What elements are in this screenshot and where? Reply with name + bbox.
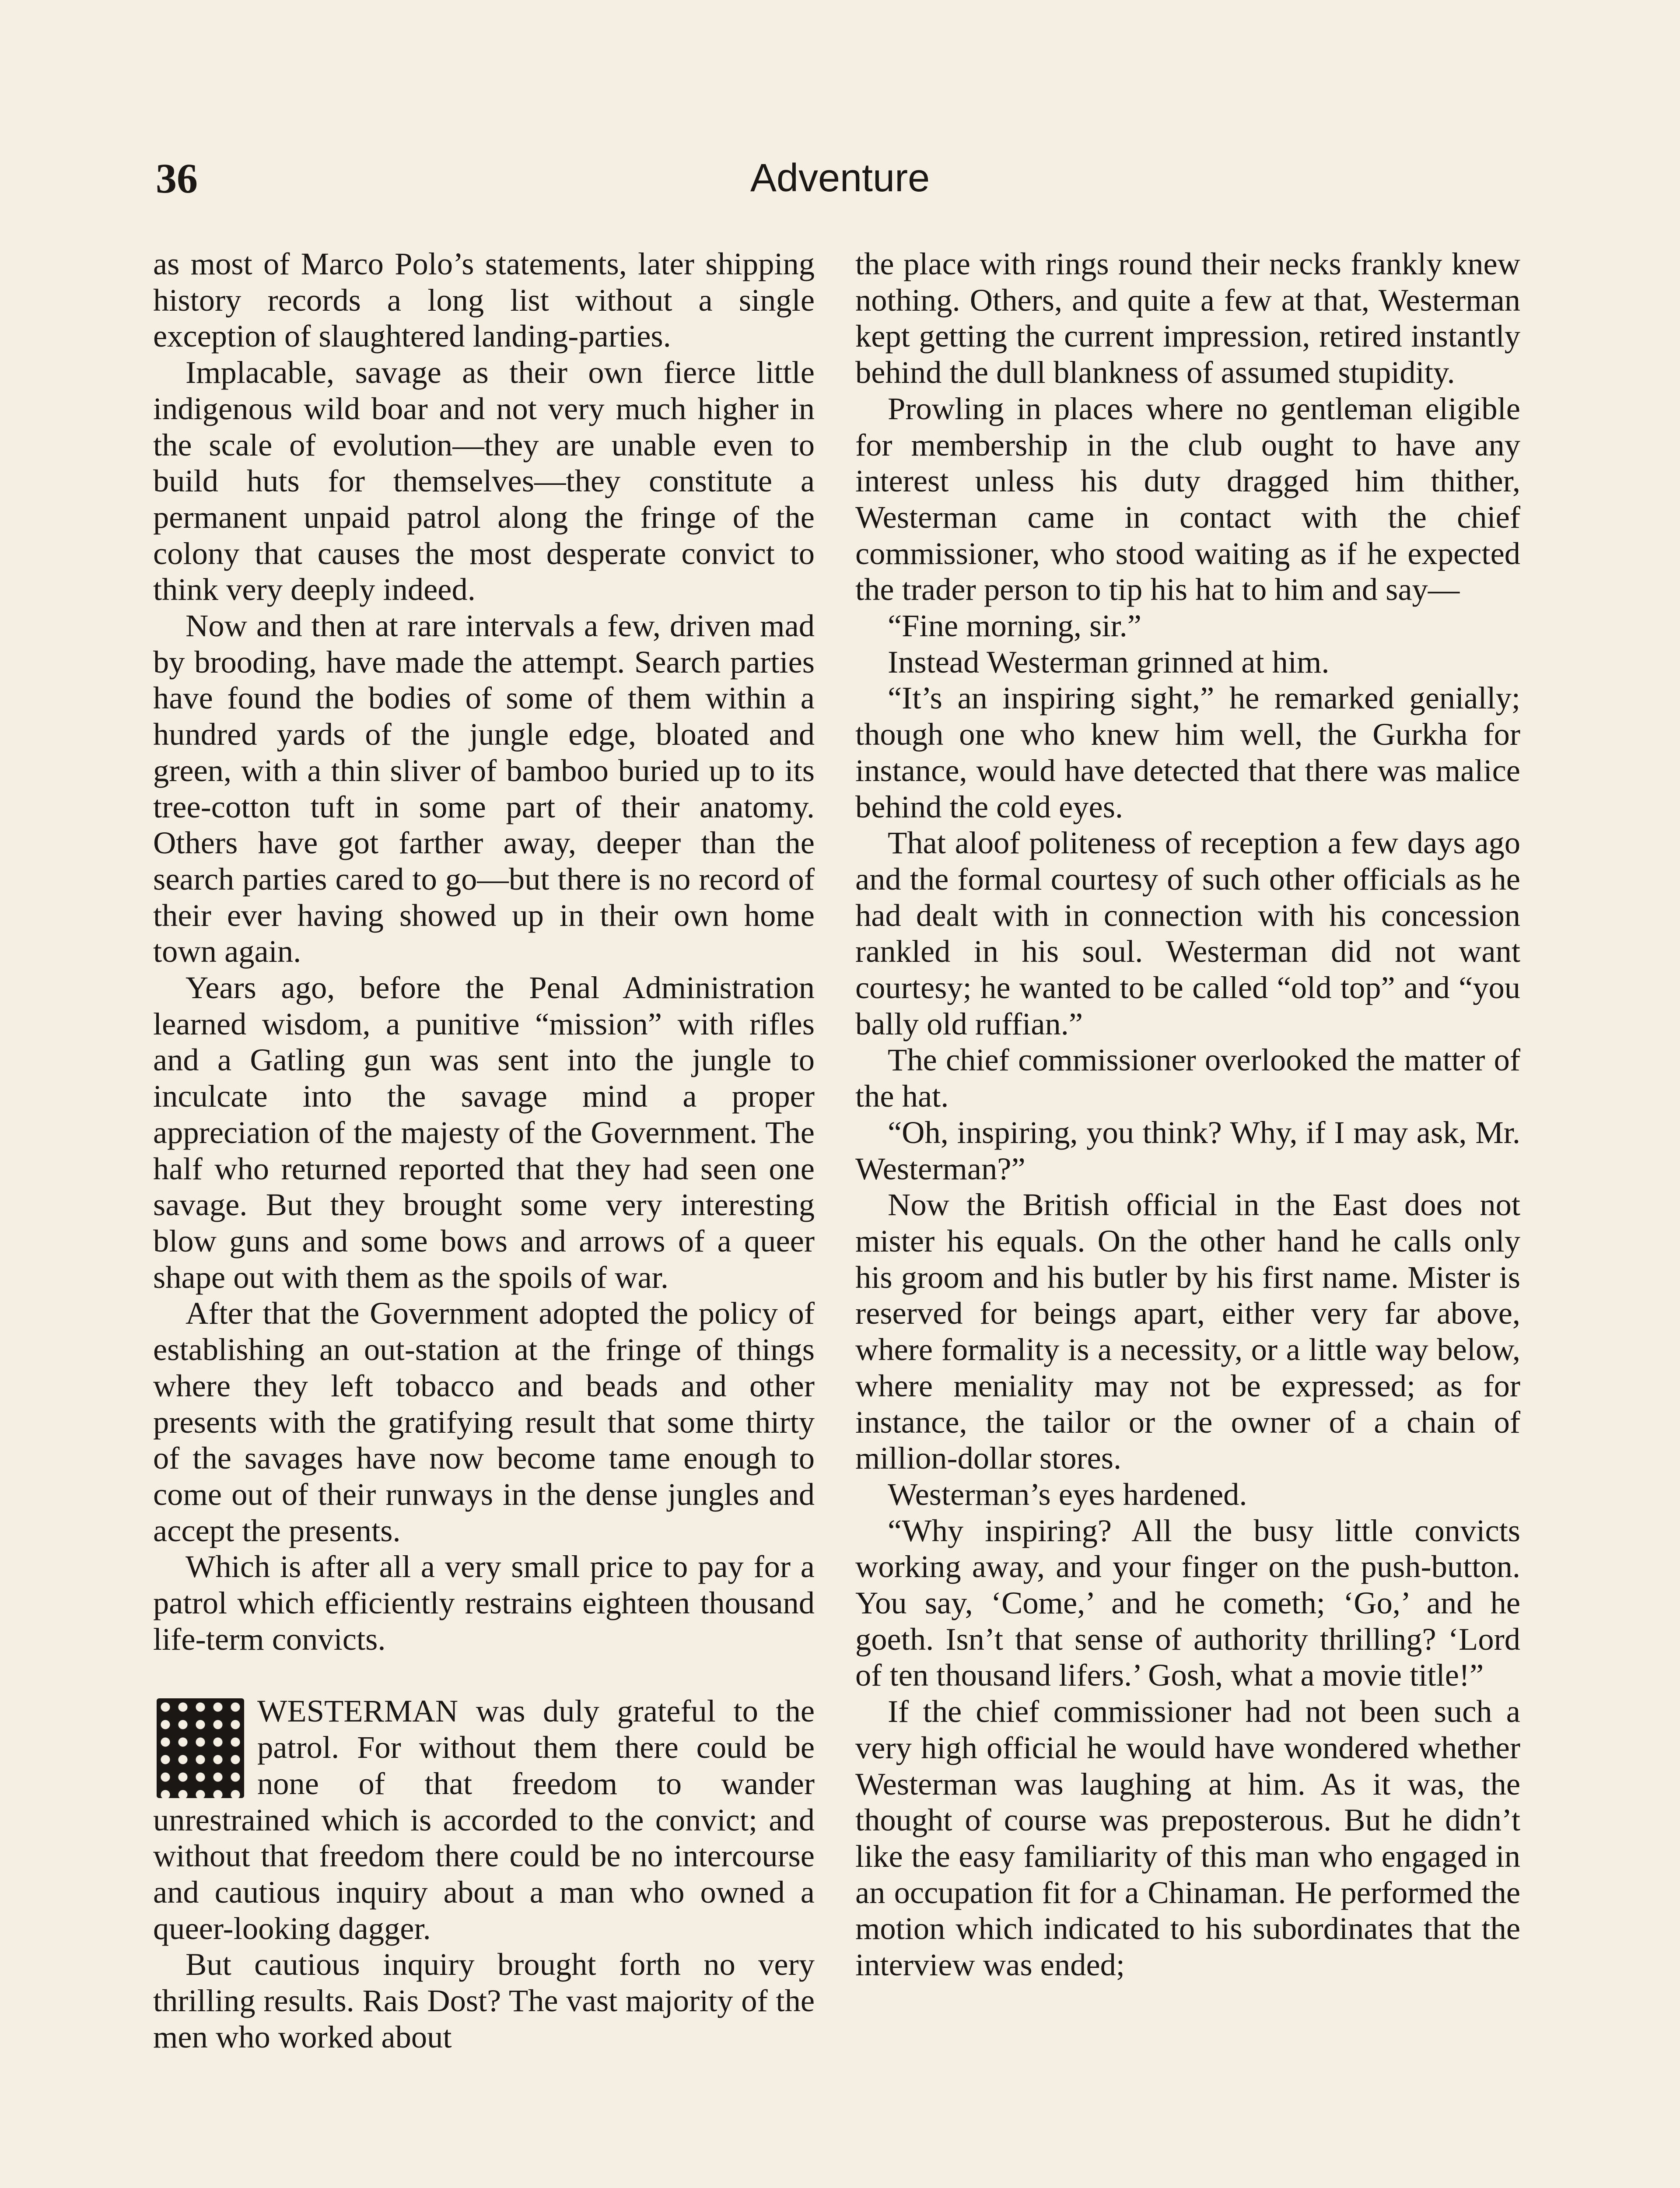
section-opening-paragraph <box>153 1693 815 1946</box>
paragraph: That aloof politeness of reception a few days ago and the formal courtesy of such other officials as he had dealt with in connection with his concession rankled in his soul. Westerman did not want courtesy; he wanted to be called “old top” and “you bally old ruffian.” <box>855 825 1520 1041</box>
paragraph: If the chief commissioner had not been such a very high official he would have wondered whether Westerman was laughing at him. As it was, the thought of course was preposterous. But he didn’t like the easy familiarity of this man who engaged in an occupation fit for a Chinaman. He performed the motion which indicated to his subordinates that the interview was ended; <box>855 1694 1520 1983</box>
paragraph: But cautious inquiry brought forth no very thrilling results. Rais Dost? The vast majority of the men who worked about <box>153 1946 815 2055</box>
paragraph: Now the British official in the East does not mister his equals. On the other hand he calls only his groom and his butler by his first name. Mister is reserved for beings apart, either very far above, where formality is a necessity, or a little way below, where meniality may not be expressed; as for instance, the tailor or the owner of a chain of million-dollar stores. <box>855 1187 1520 1476</box>
paragraph: “Why inspiring? All the busy little convicts working away, and your finger on the push-button. You say, ‘Come,’ and he cometh; ‘Go,’ and he goeth. Isn’t that sense of authority thrilling? ‘Lord of ten thousand lifers.’ Gosh, what a movie title!” <box>855 1512 1520 1693</box>
paragraph: “Fine morning, sir.” <box>888 608 1141 644</box>
paragraph: Years ago, before the Penal Administration learned wisdom, a punitive “mission” with rifles and a Gatling gun was sent into the jungle to inculcate into the savage mind a proper appreciation of the majesty of the Government. The half who returned reported that they had seen one savage. But they brought some very interesting blow guns and some bows and arrows of a queer shape out with them as the spoils of war. <box>153 970 815 1295</box>
paragraph: “Oh, inspiring, you think? Why, if I may ask, Mr. Westerman?” <box>855 1114 1520 1186</box>
paragraph: Which is after all a very small price to pay for a patrol which efficiently restrains eighteen thousand life-term convicts. <box>153 1549 815 1657</box>
ornamental-initial-icon <box>157 1698 244 1798</box>
page-number: 36 <box>156 155 198 202</box>
paragraph: the place with rings round their necks frankly knew nothing. Others, and quite a few at that, Westerman kept getting the current impression, retired instantly behind the dull blankness of assumed stupidity. <box>855 246 1520 390</box>
paragraph: The chief commissioner overlooked the matter of the hat. <box>855 1042 1520 1114</box>
section-opening-text: WESTERMAN was duly grateful to the patrol. For without them there could be none of that freedom to wander unrestrained which is accorded to the convict; and without that freedom there could be no intercourse and cautious inquiry about a man who owned a queer-looking dagger. <box>153 1693 815 1946</box>
paragraph: “It’s an inspiring sight,” he remarked genially; though one who knew him well, the Gurkha for instance, would have detected that there was malice behind the cold eyes. <box>855 680 1520 824</box>
paragraph: as most of Marco Polo’s statements, later shipping history records a long list without a single exception of slaughtered landing-parties. <box>153 246 815 354</box>
paragraph: Now and then at rare intervals a few, driven mad by brooding, have made the attempt. Search parties have found the bodies of some of them within a hundred yards of the jungle edge, bloated and green, with a thin sliver of bamboo buried up to its tree-cotton tuft in some part of their anatomy. Others have got farther away, deeper than the search parties cared to go—but there is no record of their ever having showed up in their own home town again. <box>153 608 815 969</box>
paragraph: Prowling in places where no gentleman eligible for membership in the club ought to have any interest unless his duty dragged him thither, Westerman came in contact with the chief commissioner, who stood waiting as if he expected the trader person to tip his hat to him and say— <box>855 390 1520 607</box>
section-break <box>153 1657 815 1693</box>
running-header-title: Adventure <box>750 156 930 200</box>
paragraph: After that the Government adopted the policy of establishing an out-station at the fringe of things where they left tobacco and beads and other presents with the gratifying result that some thirty of the savages have now become tame enough to come out of their runways in the dense jungles and accept the presents. <box>153 1295 815 1548</box>
paragraph: Instead Westerman grinned at him. <box>888 644 1330 680</box>
left-column <box>153 246 815 2055</box>
paragraph: Implacable, savage as their own fierce little indigenous wild boar and not very much higher in the scale of evolution—they are unable even to build huts for themselves—they constitute a permanent unpaid patrol along the fringe of the colony that causes the most desperate convict to think very deeply indeed. <box>153 354 815 607</box>
paragraph: Westerman’s eyes hardened. <box>888 1476 1247 1512</box>
right-column <box>855 246 1520 1983</box>
